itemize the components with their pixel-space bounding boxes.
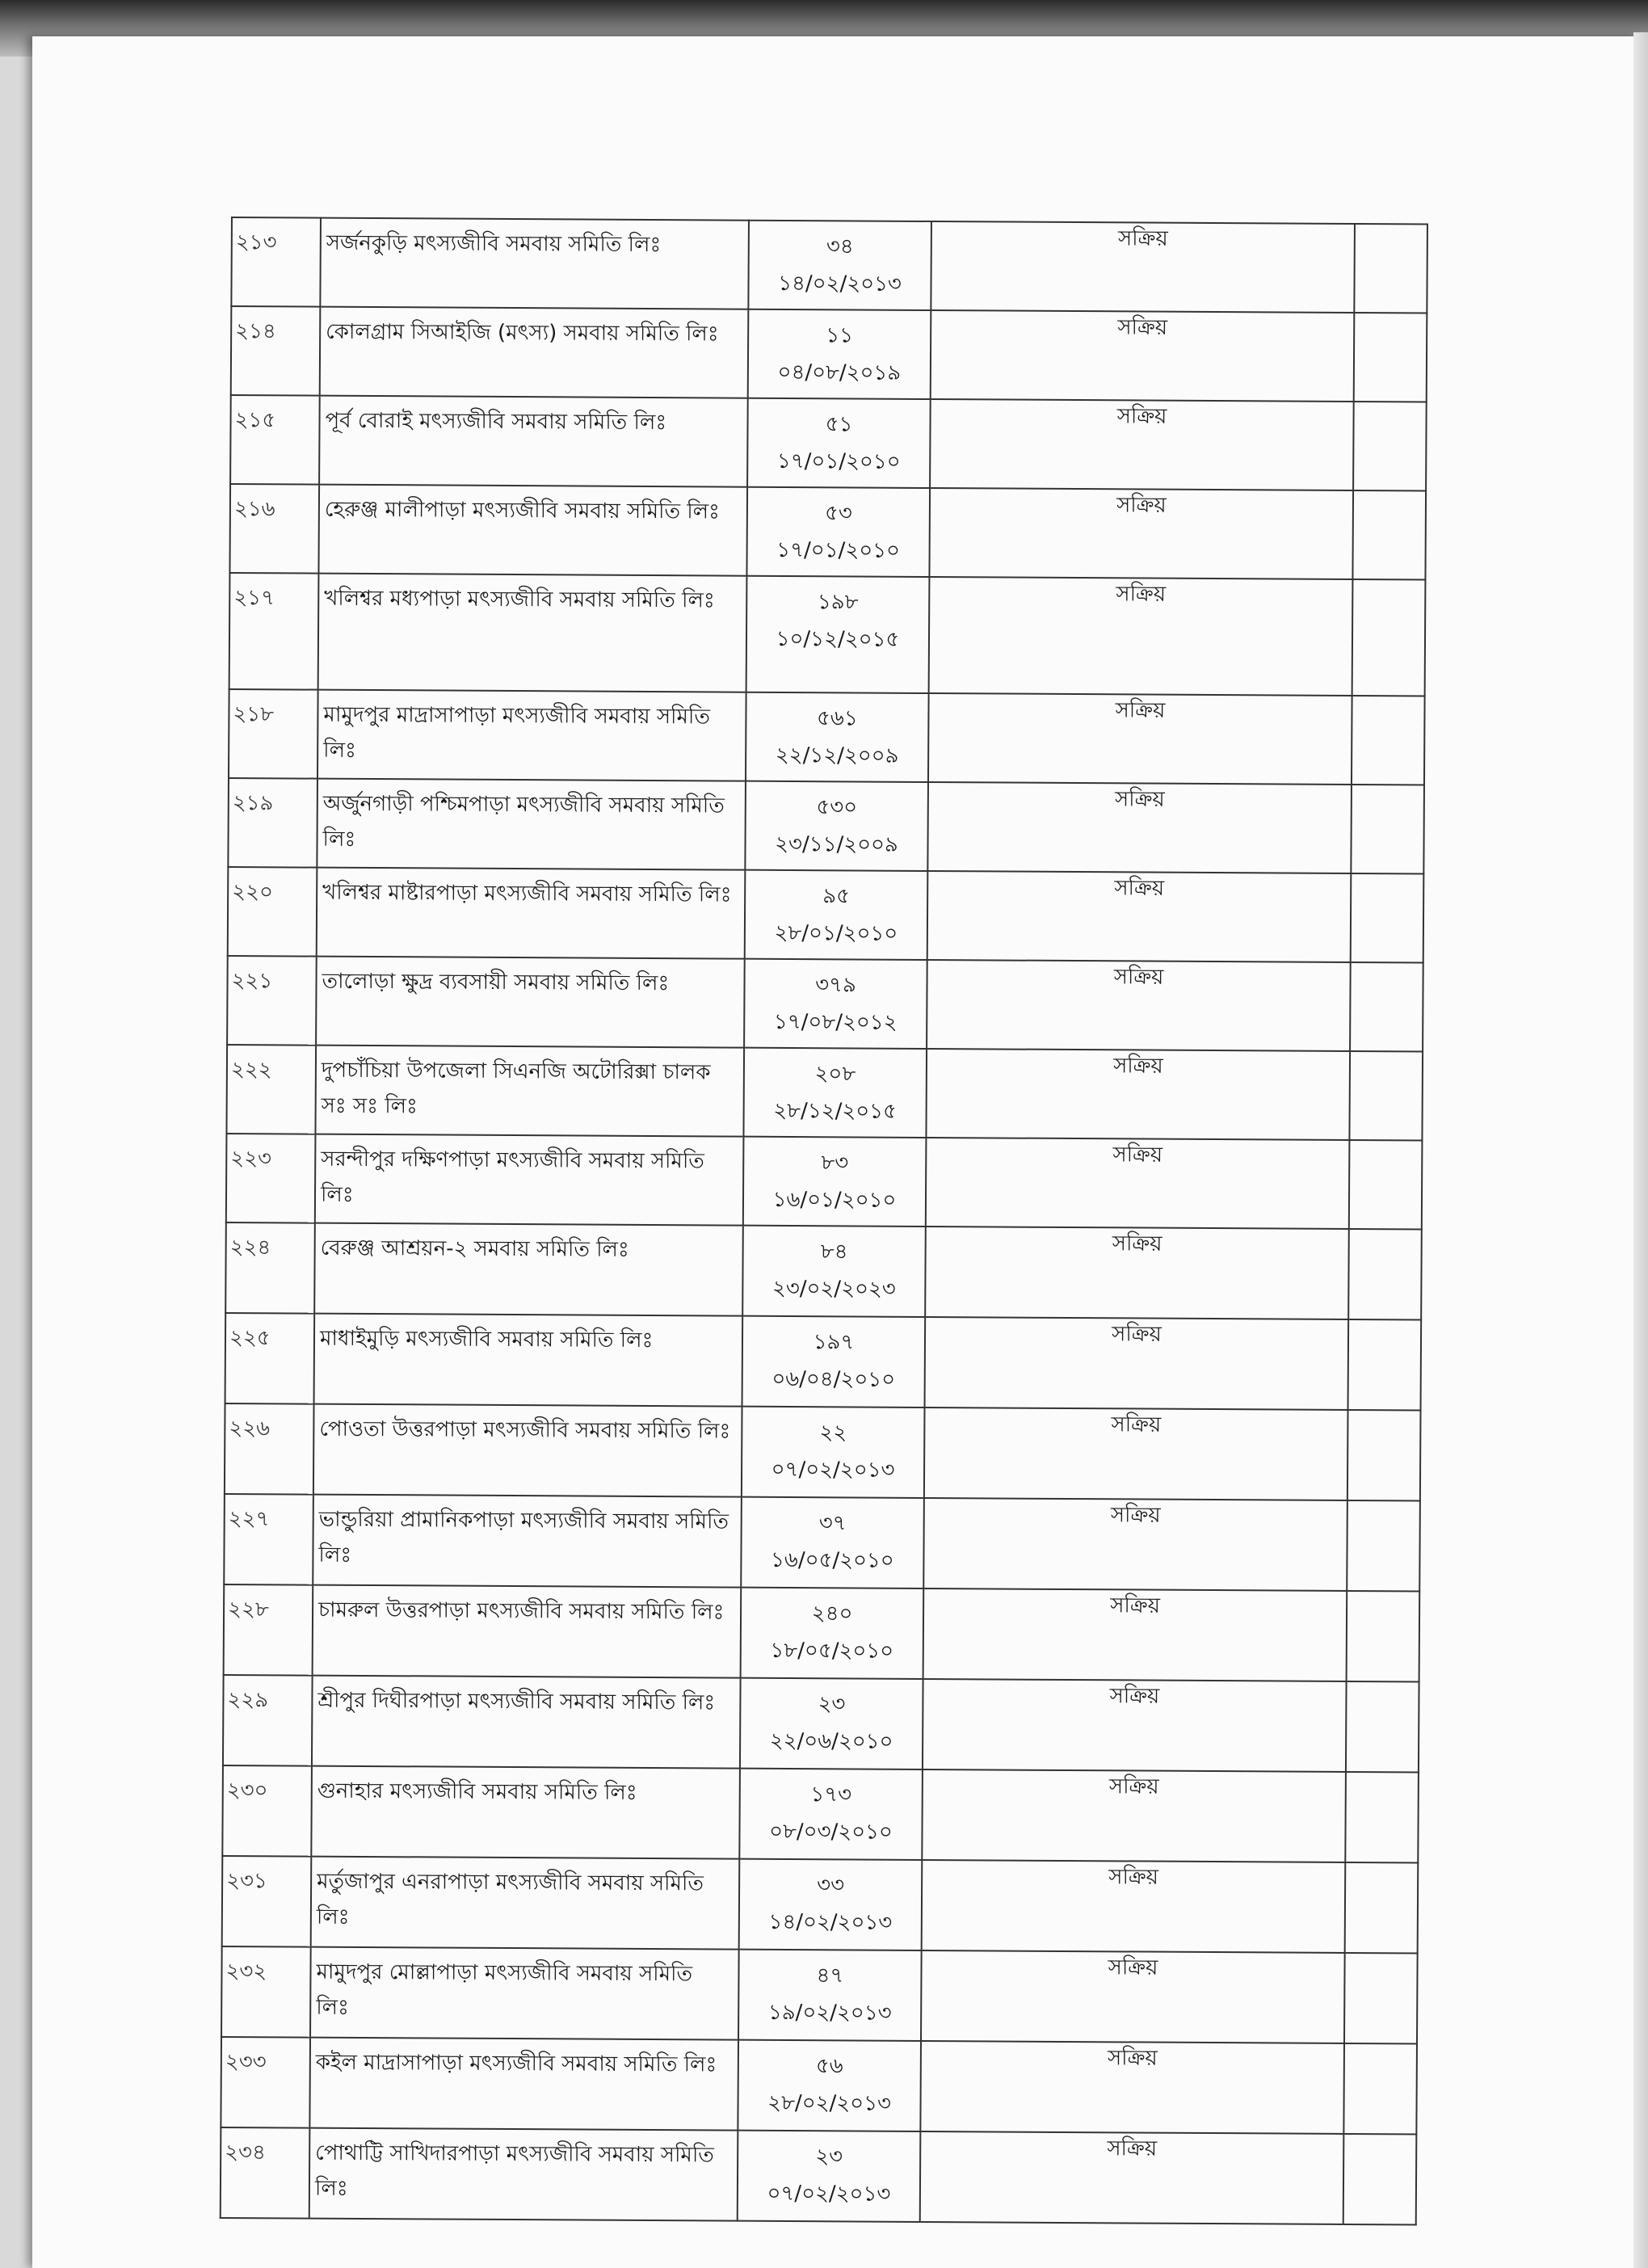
status-cell xyxy=(920,2131,1344,2224)
table-row xyxy=(221,1946,1418,2044)
society-registry-table xyxy=(220,217,1428,2225)
serial-number-cell xyxy=(229,484,319,574)
status-text: সক্রিয় xyxy=(1115,698,1166,723)
registration-cell xyxy=(742,1226,926,1317)
society-name-cell xyxy=(317,779,746,870)
society-name: কোলগ্রাম সিআইজি (মৎস্য) সমবায় সমিতি লিঃ xyxy=(326,319,719,347)
registration-cell xyxy=(742,1316,926,1408)
remarks-cell xyxy=(1351,873,1424,963)
society-name-cell xyxy=(318,485,747,576)
registration-cell xyxy=(746,487,930,577)
table-row xyxy=(221,2037,1417,2135)
registration-number: ৮৪ xyxy=(820,1239,848,1264)
serial-number-cell xyxy=(223,1675,313,1766)
registration-date: ১৭/০৮/২০১২ xyxy=(773,1009,898,1035)
registration-cell xyxy=(740,1678,923,1769)
society-name: বেরুঞ্জ আশ্রয়ন-২ সমবায় সমিতি লিঃ xyxy=(320,1235,629,1262)
society-name: কইল মাদ্রাসাপাড়া মৎস্যজীবি সমবায় সমিতি লিঃ xyxy=(315,2050,717,2077)
remarks-cell xyxy=(1343,2043,1417,2135)
registration-date: ০৭/০২/২০১৩ xyxy=(767,2181,891,2207)
registration-number: ২০৮ xyxy=(814,1062,856,1087)
society-name-cell xyxy=(312,1676,741,1769)
remarks-cell xyxy=(1349,1051,1423,1141)
registration-number: ৫৩ xyxy=(824,501,852,526)
society-name: খলিশ্বর মাষ্টারপাড়া মৎস্যজীবি সমবায় সমিতি লিঃ xyxy=(322,880,732,907)
society-name: গুনাহার মৎস্যজীবি সমবায় সমিতি লিঃ xyxy=(317,1778,637,1805)
serial-number: ২২৬ xyxy=(229,1416,271,1441)
status-text: সক্রিয় xyxy=(1116,582,1167,607)
registration-date: ১৬/০১/২০১০ xyxy=(772,1187,897,1213)
serial-number-cell xyxy=(225,1403,314,1495)
table-row xyxy=(229,484,1426,580)
status-cell xyxy=(927,960,1351,1051)
serial-number: ২১৪ xyxy=(235,319,276,344)
remarks-cell xyxy=(1347,1500,1420,1592)
serial-number: ২৩২ xyxy=(225,1959,267,1984)
society-name: মামুদপুর মাদ্রাসাপাড়া মৎস্যজীবি সমবায় সমিতি লিঃ xyxy=(323,702,711,763)
serial-number: ২২০ xyxy=(232,880,273,905)
serial-number: ২২৯ xyxy=(227,1688,269,1713)
status-cell xyxy=(924,1408,1348,1500)
serial-number: ২৩৩ xyxy=(225,2049,267,2075)
registration-cell xyxy=(739,1859,923,1950)
status-text: সক্রিয় xyxy=(1112,1322,1162,1347)
status-cell xyxy=(925,1227,1349,1319)
serial-number: ২১৭ xyxy=(233,586,275,611)
society-name: পোওতা উত্তরপাড়া মৎস্যজীবি সমবায় সমিতি লিঃ xyxy=(319,1416,731,1444)
registration-date: ২৮/১২/২০১৫ xyxy=(773,1098,898,1124)
society-name: মামুদপুর মোল্লাপাড়া মৎস্যজীবি সমবায় সমিতি লিঃ xyxy=(316,1959,693,2020)
remarks-cell xyxy=(1352,490,1426,580)
society-name-cell xyxy=(315,1046,744,1137)
society-name-cell xyxy=(317,690,746,781)
registration-cell xyxy=(738,2131,921,2222)
table-row xyxy=(224,1584,1420,1682)
remarks-cell xyxy=(1343,2134,1417,2225)
status-text: সক্রিয় xyxy=(1116,404,1167,429)
society-name-cell xyxy=(320,307,749,398)
society-name-cell xyxy=(313,1585,742,1678)
table-row xyxy=(224,1494,1420,1592)
status-cell xyxy=(920,2041,1344,2134)
registration-number: ৫৬ xyxy=(815,2054,843,2079)
remarks-cell xyxy=(1350,962,1423,1052)
status-cell xyxy=(931,310,1355,402)
society-name-cell xyxy=(320,218,749,309)
serial-number: ২১৩ xyxy=(235,230,277,255)
remarks-cell xyxy=(1346,1681,1419,1773)
registration-date: ১৪/০২/২০১৩ xyxy=(778,271,902,297)
registration-number: ৮৩ xyxy=(821,1151,849,1176)
registration-date: ১৬/০৫/২০১০ xyxy=(771,1547,894,1573)
registration-cell xyxy=(748,221,931,310)
remarks-cell xyxy=(1354,224,1427,313)
status-cell xyxy=(929,577,1353,696)
society-name: শ্রীপুর দিঘীরপাড়া মৎস্যজীবি সমবায় সমিতি লিঃ xyxy=(317,1688,716,1715)
status-text: সক্রিয় xyxy=(1112,1231,1162,1256)
table-row xyxy=(226,1134,1423,1230)
status-text: সক্রিয় xyxy=(1116,493,1167,518)
status-text: সক্রিয় xyxy=(1117,226,1168,251)
remarks-cell xyxy=(1345,1772,1419,1863)
table-row xyxy=(225,1222,1422,1320)
society-name: মর্তুজাপুর এনরাপাড়া মৎস্যজীবি সমবায় সমিতি লিঃ xyxy=(316,1869,704,1929)
serial-number-cell xyxy=(226,1045,316,1134)
status-cell xyxy=(927,782,1352,873)
status-text: সক্রিয় xyxy=(1111,1412,1162,1437)
table-row xyxy=(225,1403,1421,1501)
status-text: সক্রিয় xyxy=(1117,315,1168,340)
society-name-cell xyxy=(313,1495,742,1588)
society-name: অর্জুনগাড়ী পশ্চিমপাড়া মৎস্যজীবি সমবায় সমিতি লিঃ xyxy=(322,791,725,852)
status-text: সক্রিয় xyxy=(1109,1684,1160,1709)
registration-date: ০৬/০৪/২০১০ xyxy=(771,1366,896,1392)
serial-number: ২১৫ xyxy=(234,408,276,433)
registration-number: ৫৩০ xyxy=(816,795,858,820)
society-name-cell xyxy=(311,1857,740,1950)
registration-number: ৫১ xyxy=(825,412,853,437)
remarks-cell xyxy=(1349,1140,1423,1230)
serial-number-cell xyxy=(225,1313,315,1404)
serial-number-cell xyxy=(221,2127,310,2219)
table-row xyxy=(231,217,1427,313)
registration-number: ৩৪ xyxy=(826,234,854,259)
remarks-cell xyxy=(1345,1862,1419,1954)
serial-number-cell xyxy=(221,2037,310,2128)
society-name: মাধাইমুড়ি মৎস্যজীবি সমবায় সমিতি লিঃ xyxy=(319,1326,654,1353)
serial-number: ২৩১ xyxy=(226,1869,267,1894)
table-row xyxy=(226,1045,1423,1141)
registration-cell xyxy=(746,692,929,782)
serial-number: ২১৬ xyxy=(233,497,275,522)
status-cell xyxy=(922,1860,1346,1953)
registration-date: ১৮/০৫/২০১০ xyxy=(770,1638,894,1664)
page-stack-edge xyxy=(1633,32,1648,2268)
table-row xyxy=(228,867,1424,963)
table-row xyxy=(229,689,1425,785)
registration-number: ৩৭৯ xyxy=(815,973,856,998)
society-name-cell xyxy=(310,1947,739,2040)
society-name-cell xyxy=(319,396,748,487)
registration-date: ২৩/১১/২০০৯ xyxy=(775,831,898,857)
table-row xyxy=(222,1856,1419,1954)
status-cell xyxy=(930,399,1354,490)
registration-date: ২২/০৬/২০১০ xyxy=(769,1728,893,1754)
registration-number: ২৪০ xyxy=(811,1601,853,1626)
society-name: হেরুঞ্জ মালীপাড়া মৎস্যজীবি সমবায় সমিতি লিঃ xyxy=(324,497,721,524)
registration-date: ০৪/০৮/২০১৯ xyxy=(777,360,902,385)
society-name-cell xyxy=(309,2038,738,2131)
society-table-container xyxy=(225,217,1428,2219)
society-name: পোথাট্টি সাখিদারপাড়া মৎস্যজীবি সমবায় সমিতি লিঃ xyxy=(314,2140,714,2201)
registration-number: ৩৭ xyxy=(818,1511,847,1536)
society-name-cell xyxy=(314,1223,743,1316)
status-cell xyxy=(928,693,1352,785)
registration-cell xyxy=(745,870,928,960)
serial-number: ২২৩ xyxy=(230,1147,272,1172)
serial-number-cell xyxy=(226,1134,316,1223)
status-cell xyxy=(923,1588,1347,1681)
status-text: সক্রিয় xyxy=(1107,2046,1158,2071)
remarks-cell xyxy=(1353,402,1427,491)
serial-number-cell xyxy=(229,573,319,690)
status-cell xyxy=(927,871,1352,962)
status-text: সক্রিয় xyxy=(1113,965,1164,990)
registration-number: ১৭৩ xyxy=(810,1782,852,1807)
registration-cell xyxy=(741,1588,924,1679)
status-text: সক্রিয় xyxy=(1108,1865,1159,1890)
serial-number-cell xyxy=(222,1856,312,1947)
serial-number: ২১৯ xyxy=(232,791,274,816)
serial-number-cell xyxy=(231,306,321,396)
status-cell xyxy=(929,488,1353,579)
table-row xyxy=(231,306,1427,402)
registration-cell xyxy=(739,1769,923,1860)
registration-number: ১৯৭ xyxy=(813,1330,855,1355)
serial-number: ২২৮ xyxy=(227,1597,269,1622)
serial-number: ২২১ xyxy=(231,969,273,994)
registration-cell xyxy=(743,1048,927,1138)
remarks-cell xyxy=(1348,1319,1422,1411)
society-name-cell xyxy=(318,574,747,692)
status-text: সক্রিয় xyxy=(1112,1142,1163,1168)
society-name: সরন্দীপুর দক্ষিণপাড়া মৎস্যজীবি সমবায় সমিতি লিঃ xyxy=(320,1147,704,1207)
registration-date: ০৭/০২/২০১৩ xyxy=(771,1457,895,1483)
serial-number: ২২২ xyxy=(230,1058,272,1083)
society-name-cell xyxy=(314,1314,743,1407)
status-text: সক্রিয় xyxy=(1113,1054,1163,1079)
registration-number: ১১ xyxy=(826,323,854,348)
status-text: সক্রিয় xyxy=(1110,1503,1161,1528)
serial-number: ২২৫ xyxy=(229,1326,271,1351)
registration-date: ১৯/০২/২০১৩ xyxy=(767,2000,892,2026)
society-name: খলিশ্বর মধ্যপাড়া মৎস্যজীবি সমবায় সমিতি লিঃ xyxy=(324,586,715,613)
serial-number-cell xyxy=(231,217,321,307)
society-name-cell xyxy=(309,2128,738,2221)
serial-number: ২১৮ xyxy=(233,702,275,727)
table-row xyxy=(230,395,1427,491)
status-text: সক্রিয় xyxy=(1114,787,1165,812)
remarks-cell xyxy=(1344,1953,1418,2044)
status-cell xyxy=(926,1049,1350,1140)
serial-number-cell xyxy=(228,778,317,868)
status-text: সক্রিয় xyxy=(1107,2136,1158,2161)
serial-number-cell xyxy=(224,1584,313,1676)
status-text: সক্রিয় xyxy=(1114,876,1165,901)
serial-number-cell xyxy=(224,1494,313,1585)
serial-number-cell xyxy=(227,956,317,1046)
status-cell xyxy=(921,1950,1345,2043)
status-cell xyxy=(931,221,1355,313)
society-name-cell xyxy=(316,957,745,1048)
serial-number-cell xyxy=(228,867,317,957)
table-row xyxy=(223,1675,1419,1773)
registration-cell xyxy=(742,1407,925,1498)
registration-number: ২২ xyxy=(819,1420,847,1445)
remarks-cell xyxy=(1348,1229,1422,1320)
serial-number: ২৩৪ xyxy=(225,2140,266,2165)
serial-number-cell xyxy=(225,1222,315,1314)
table-row xyxy=(222,1765,1419,1863)
registration-date: ১৪/০২/২০১৩ xyxy=(768,1909,893,1935)
status-cell xyxy=(926,1138,1350,1229)
society-name: দুপচাঁচিয়া উপজেলা সিএনজি অটোরিক্সা চালক সঃ সঃ লিঃ xyxy=(321,1058,711,1119)
table-row xyxy=(221,2127,1417,2225)
serial-number-cell xyxy=(222,1765,312,1857)
society-name: চামরুল উত্তরপাড়া মৎস্যজীবি সমবায় সমিতি লিঃ xyxy=(317,1597,725,1625)
remarks-cell xyxy=(1352,696,1425,785)
status-text: সক্রিয় xyxy=(1108,1774,1159,1799)
table-row xyxy=(225,1313,1422,1411)
society-name: সর্জনকুড়ি মৎস্যজীবি সমবায় সমিতি লিঃ xyxy=(326,230,662,258)
registration-cell xyxy=(738,2040,921,2131)
registration-date: ১৭/০১/২০১০ xyxy=(776,537,901,563)
registration-cell xyxy=(743,1137,927,1227)
registration-cell xyxy=(748,309,931,399)
society-name: তালোড়া ক্ষুদ্র ব্যবসায়ী সমবায় সমিতি লিঃ xyxy=(322,969,670,996)
registration-number: ৯৫ xyxy=(822,884,851,909)
table-row xyxy=(229,573,1426,696)
remarks-cell xyxy=(1351,785,1424,874)
status-cell xyxy=(923,1679,1347,1772)
registration-number: ২৩ xyxy=(818,1692,846,1717)
registration-number: ২৩ xyxy=(815,2144,843,2169)
remarks-cell xyxy=(1347,1591,1420,1682)
serial-number-cell xyxy=(229,689,318,779)
registration-cell xyxy=(738,1950,922,2041)
serial-number-cell xyxy=(221,1946,311,2038)
registration-date: ২৮/০২/২০১৩ xyxy=(767,2090,891,2116)
remarks-cell xyxy=(1354,313,1427,402)
society-name-cell xyxy=(313,1404,742,1497)
society-name-cell xyxy=(315,1134,744,1226)
status-cell xyxy=(922,1769,1346,1862)
registration-date: ২৮/০১/২০১০ xyxy=(774,920,898,946)
registration-cell xyxy=(741,1497,924,1588)
remarks-cell xyxy=(1347,1410,1421,1501)
serial-number: ২২৭ xyxy=(228,1507,270,1532)
registration-number: ৪৭ xyxy=(816,1963,844,1988)
registration-number: ১৯৮ xyxy=(817,590,859,615)
society-name-cell xyxy=(317,868,746,959)
table-row xyxy=(227,956,1423,1052)
registration-number: ৫৬১ xyxy=(817,706,858,731)
serial-number: ২৩০ xyxy=(226,1778,268,1803)
registration-date: ২২/১২/২০০৯ xyxy=(775,743,899,768)
registration-cell xyxy=(745,781,928,871)
remarks-cell xyxy=(1352,579,1426,696)
serial-number-cell xyxy=(230,395,320,485)
society-name: পূর্ব বোরাই মৎস্যজীবি সমবায় সমিতি লিঃ xyxy=(325,408,667,436)
status-cell xyxy=(923,1498,1347,1591)
registration-number: ৩৩ xyxy=(817,1873,845,1898)
registration-cell xyxy=(744,959,927,1049)
registration-date: ১৭/০১/২০১০ xyxy=(776,448,901,474)
society-name: ভান্ডুরিয়া প্রামানিকপাড়া মৎস্যজীবি সমবায় সমিতি লিঃ xyxy=(318,1507,729,1567)
table-row xyxy=(228,778,1424,874)
status-text: সক্রিয় xyxy=(1108,1955,1158,1980)
serial-number: ২২৪ xyxy=(229,1235,271,1260)
society-name-cell xyxy=(311,1766,740,1859)
registration-date: ২৩/০২/২০২৩ xyxy=(771,1276,896,1302)
status-cell xyxy=(925,1317,1349,1410)
status-text: সক্রিয় xyxy=(1110,1593,1161,1618)
registration-cell xyxy=(747,398,931,488)
registration-cell xyxy=(746,576,930,693)
registration-date: ১০/১২/২০১৫ xyxy=(776,626,900,652)
registration-date: ০৮/০৩/২০১০ xyxy=(769,1819,893,1845)
